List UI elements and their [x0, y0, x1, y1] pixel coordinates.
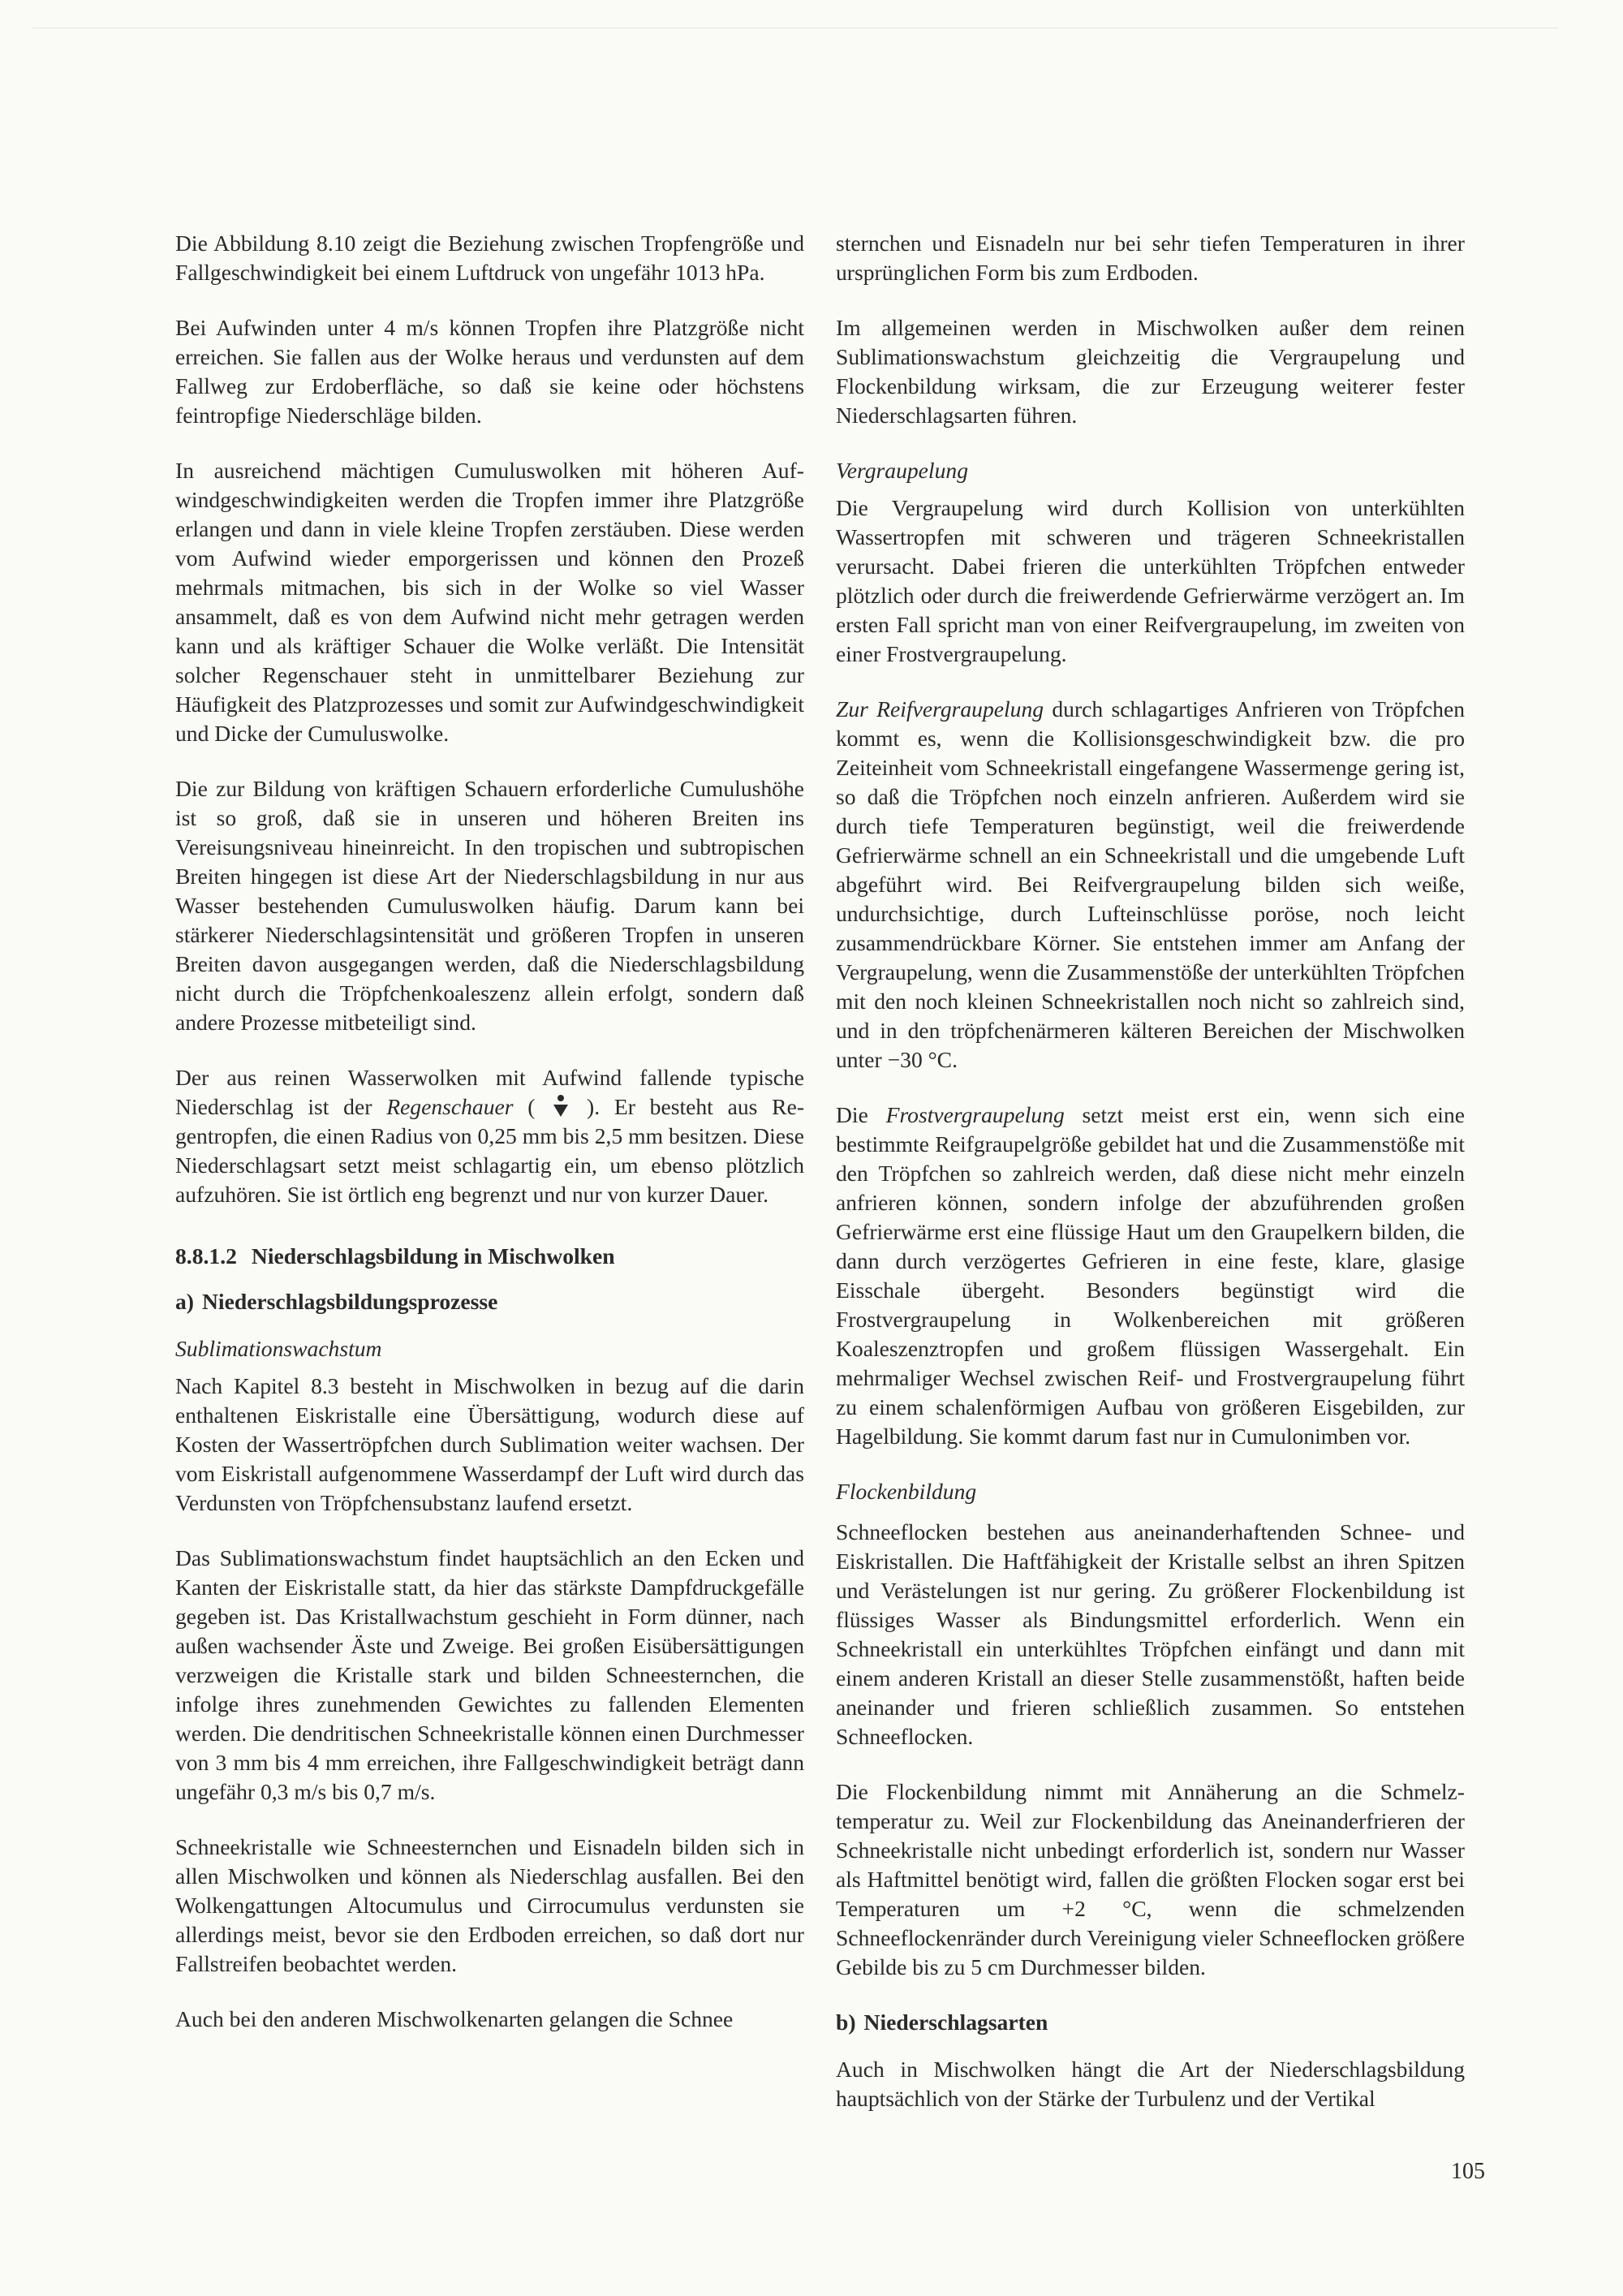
subsection-label: b)	[836, 2010, 856, 2035]
text-run: setzt meist erst ein, wenn sich eine bestimmte Reifgraupelgröße gebildet hat und die Zusammenstöße mit den Tröpfchen so zahlreich werden, daß diese nicht mehr einzeln anfrieren können, sondern infolge der abzuführenden großen Gefrierwärme erst eine flüssige Haut um den Graupelkern bilden, die dann durch verzögertes Gefrieren in eine feste, klare, glasige Eisschale übergeht. Besonders begünstigt wird die Frostvergraupelung in Wolkenbereichen mit größeren Koaleszenztropfen und großem flüssigen Wassergehalt. Ein mehrmaliger Wechsel zwischen Reif- und Frostvergraupelung führt zu einem schalenförmigen Aufbau von größeren Eisgebilden, zur Hagelbildung. Sie kommt darum fast nur in Cumulonimben vor.	[836, 1102, 1465, 1449]
right-column	[836, 229, 1465, 2139]
paragraph: In ausreichend mächtigen Cumuluswolken mit höheren Aufwindgeschwindigkeiten werden die Tropfen immer ihre Platzgröße erlangen und dann in viele kleine Tropfen zerstäuben. Diese werden vom Aufwind wieder emporgerissen und können den Prozeß mehrmals mitmachen, bis sich in der Wolke so viel Wasser ansammelt, daß es von dem Aufwind nicht mehr getragen werden kann und als kräftiger Schauer die Wolke verläßt. Die Intensität solcher Regenschauer steht in unmittelbarer Beziehung zur Häufigkeit des Platzprozesses und somit zur Aufwindgeschwindigkeit und Dicke der Cumuluswolke.	[175, 458, 804, 746]
paragraph-frostvergraupelung	[836, 1101, 1465, 1451]
text-run: durch schlagartiges Anfrieren von Tröpfchen kommt es, wenn die Kollisionsgeschwindigkeit bzw. die pro Zeiteinheit vom Schneekristall eingefangene Wassermenge gering ist, so daß die Tröpfchen noch einzeln anfrieren. Außerdem wird sie durch tiefe Temperaturen begünstigt, weil die freiwerdende Gefrierwärme schnell an ein Schneekristall und die umgebende Luft abgeführt wird. Bei Reifvergraupelung bilden sich weiße, undurchsichtige, durch Lufteinschlüsse poröse, noch leicht zusammendrückbare Körner. Sie entstehen immer am Anfang der Vergraupelung, wenn die Zusammenstöße der unterkühlten Tröpfchen mit den noch kleinen Schneekristallen noch nicht so zahlreich sind, und in den tröpfchenärmeren kälteren Bereichen der Mischwolken unter −30 °C.	[836, 696, 1465, 1072]
paragraph: Nach Kapitel 8.3 besteht in Mischwolken in bezug auf die darin enthaltenen Eiskristalle eine Übersättigung, wodurch diese auf Kosten der Wassertröpfchen durch Sublimation weiter wachsen. Der vom Eiskristall aufgenommene Wasserdampf der Luft wird durch das Verdunsten von Tröpfchensubstanz laufend ersetzt.	[175, 1373, 804, 1515]
subsection-title: Niederschlagsarten	[863, 2010, 1048, 2035]
paragraph: Die Abbildung 8.10 zeigt die Beziehung zwischen Tropfengröße und Fallgeschwindigkeit bei einem Luftdruck von ungefähr 1013 hPa.	[175, 230, 804, 285]
term-reifvergraupelung: Zur Reifvergraupelung	[836, 696, 1044, 722]
topic-heading-vergraupelung: Vergraupelung	[836, 458, 968, 483]
paragraph: Schneeflocken bestehen aus aneinanderhaftenden Schnee- und Eiskristallen. Die Haftfähigkeit der Kristalle selbst an ihren Spitzen und Verästelungen ist nur gering. Zu größerer Flockenbildung ist flüssiges Wasser als Bindungsmittel erforderlich. Wenn ein Schneekristall ein unterkühltes Tröpfchen einfängt und dann mit einem anderen Kristall an dieser Stelle zusammenstößt, haften beide aneinander und frieren schließlich zusammen. So entstehen Schneeflocken.	[836, 1519, 1465, 1749]
page-number: 105	[1451, 2159, 1485, 2184]
subsection-label: a)	[175, 1289, 194, 1314]
subsection-heading-b	[836, 2008, 1465, 2037]
text-run: Die	[836, 1102, 886, 1127]
subsection-heading-a	[175, 1287, 804, 1316]
left-column	[175, 229, 804, 2060]
paragraph: Im allgemeinen werden in Mischwolken außer dem reinen Sublimationswachstum gleichzeitig die Vergraupelung und Flockenbildung wirksam, die zur Erzeugung weiterer fester Niederschlagsarten führen.	[836, 315, 1465, 428]
paragraph: Die Vergraupelung wird durch Kollision von unterkühlten Wassertropfen mit schweren und trägeren Schneekristallen verursacht. Dabei frieren die unterkühlten Tröpfchen entweder plötzlich oder durch die freiwerdende Gefrierwärme verzögert an. Im ersten Fall spricht man von einer Reifvergraupelung, im zweiten von einer Frostvergraupelung.	[836, 495, 1465, 666]
section-heading	[175, 1242, 804, 1271]
text-run: ). Er besteht aus Regentropfen, die einen Radius von 0,25 mm bis 2,5 mm besitzen. Diese Niederschlagsart setzt meist schlagartig ein, um ebenso plötzlich aufzuhören. Sie ist örtlich eng begrenzt und nur von kurzer Dauer.	[175, 1094, 805, 1207]
topic-heading-sublimation: Sublimationswachstum	[175, 1336, 382, 1361]
subsection-title: Niederschlagsbildungsprozesse	[202, 1289, 498, 1314]
topic-heading-flockenbildung: Flockenbildung	[836, 1479, 977, 1504]
paragraph: Schneekristalle wie Schneesternchen und Eisnadeln bilden sich in allen Mischwolken und können als Niederschlag ausfallen. Bei den Wolkengattungen Altocumulus und Cirrocumulus verdunsten sie allerdings meist, bevor sie den Erdboden erreichen, so daß dort nur Fallstreifen beobachtet werden.	[175, 1834, 804, 1976]
paragraph: Die zur Bildung von kräftigen Schauern erforderliche Cumulushöhe ist so groß, daß sie in unseren und höheren Breiten ins Vereisungsniveau hineinreicht. In den tropischen und subtropischen Breiten hingegen ist diese Art der Niederschlagsbildung in nur aus Wasser bestehenden Cumuluswolken häufig. Darum kann bei stärkerer Niederschlagsintensität und größeren Tropfen in unseren Breiten davon ausgegangen werden, daß die Niederschlagsbildung nicht durch die Tröpfchenkoaleszenz allein erfolgt, sondern daß andere Prozesse mitbeteiligt sind.	[175, 776, 804, 1035]
paragraph: Bei Aufwinden unter 4 m/s können Tropfen ihre Platzgröße nicht erreichen. Sie fallen aus der Wolke heraus und verdunsten auf dem Fallweg zur Erdoberfläche, so daß sie keine oder höchstens feintropfige Niederschläge bilden.	[175, 315, 804, 428]
term-frostvergraupelung: Frostvergraupelung	[885, 1102, 1065, 1127]
term-regenschauer: Regenschauer	[386, 1094, 514, 1119]
section-number: 8.8.1.2	[175, 1243, 237, 1269]
text-run: Der aus reinen Wasserwolken mit Aufwind fallende typische Niederschlag ist der	[175, 1065, 804, 1119]
paragraph-regenschauer	[175, 1063, 804, 1209]
rain-shower-symbol-icon	[553, 1095, 569, 1119]
paragraph: sternchen und Eisnadeln nur bei sehr tiefen Temperaturen in ihrer ursprünglichen Form bis zum Erdboden.	[836, 230, 1465, 285]
paragraph: Die Flockenbildung nimmt mit Annäherung an die Schmelztemperatur zu. Weil zur Flockenbildung das Aneinanderfrieren der Schneekristalle nicht unbedingt erforderlich ist, sondern nur Wasser als Haftmittel benötigt wird, fallen die größten Flocken sogar erst bei Temperaturen um +2 °C, wenn die schmelzenden Schneeflockenränder durch Vereinigung vieler Schneeflocken größere Gebilde bis zu 5 cm Durchmesser bilden.	[836, 1779, 1465, 1979]
paragraph: Das Sublimationswachstum findet hauptsächlich an den Ecken und Kanten der Eiskristalle statt, da hier das stärkste Dampfdruckgefälle gegeben ist. Das Kristallwachstum geschieht in Form dünner, nach außen wachsender Äste und Zweige. Bei großen Eisübersättigungen verzweigen die Kristalle stark und bilden Schneesternchen, die infolge ihres zunehmenden Gewichtes zu fallenden Elementen werden. Die dendritischen Schneekristalle können einen Durchmesser von 3 mm bis 4 mm erreichen, ihre Fallgeschwindigkeit beträgt dann ungefähr 0,3 m/s bis 0,7 m/s.	[175, 1545, 804, 1804]
text-run: (	[527, 1094, 550, 1119]
paragraph: Auch in Mischwolken hängt die Art der Niederschlagsbildung hauptsächlich von der Stärke der Turbulenz und der Vertikal	[836, 2057, 1465, 2111]
paragraph-reifvergraupelung	[836, 695, 1465, 1075]
section-title: Niederschlagsbildung in Mischwolken	[251, 1243, 615, 1269]
paragraph: Auch bei den anderen Mischwolkenarten gelangen die Schnee	[175, 2006, 734, 2031]
